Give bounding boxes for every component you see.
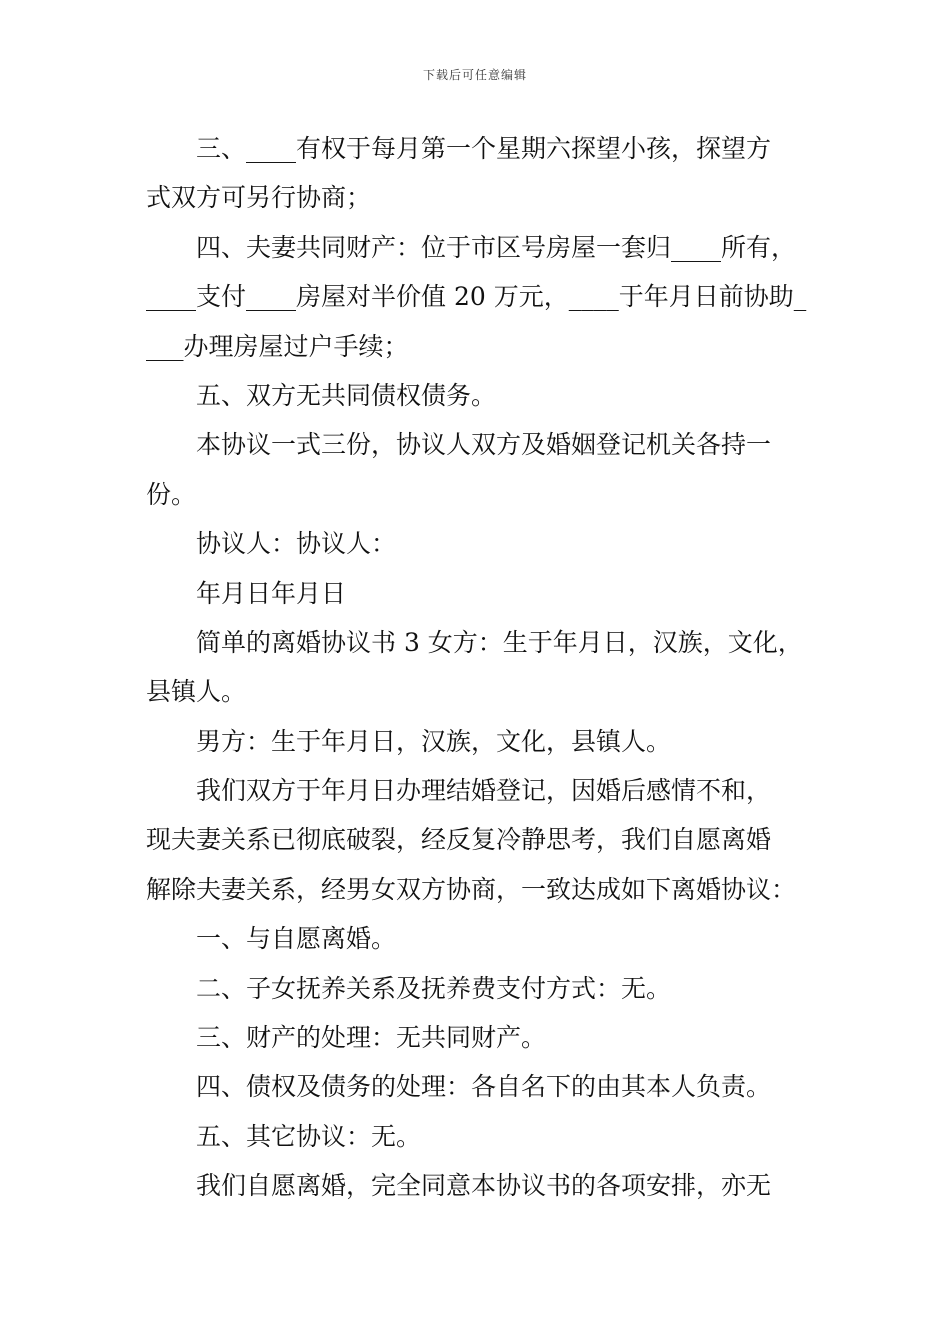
paragraph-line: 我们双方于年月日办理结婚登记，因婚后感情不和， — [196, 776, 772, 806]
date-line: 年月日年月日 — [196, 578, 347, 608]
paragraph-line: 四、债权及债务的处理：各自名下的由其本人负责。 — [196, 1072, 772, 1102]
paragraph-line: 式双方可另行协商； — [146, 183, 372, 213]
paragraph-line: 本协议一式三份，协议人双方及婚姻登记机关各持一 — [196, 430, 772, 460]
paragraph-line: ___办理房屋过户手续； — [146, 331, 409, 361]
paragraph-line: 简单的离婚协议书 3 女方：生于年月日，汉族，文化， — [196, 627, 803, 657]
signature-line: 协议人：协议人： — [196, 529, 397, 559]
paragraph-line: 五、双方无共同债权债务。 — [196, 380, 497, 410]
paragraph-line: 一、与自愿离婚。 — [196, 924, 397, 954]
paragraph-line: 男方：生于年月日，汉族，文化，县镇人。 — [196, 726, 672, 756]
paragraph-line: 县镇人。 — [146, 677, 247, 707]
paragraph-line: 五、其它协议：无。 — [196, 1121, 422, 1151]
page-header: 下载后可任意编辑 — [422, 68, 527, 82]
paragraph-line: 三、财产的处理：无共同财产。 — [196, 1023, 547, 1053]
paragraph-line: 二、子女抚养关系及抚养费支付方式：无。 — [196, 973, 672, 1003]
paragraph-line: 解除夫妻关系，经男女双方协商，一致达成如下离婚协议： — [146, 874, 797, 904]
paragraph-line: 三、____有权于每月第一个星期六探望小孩，探望方 — [196, 134, 772, 163]
paragraph-line: ____支付____房屋对半价值 20 万元，____于年月日前协助_ — [146, 282, 807, 312]
paragraph-line: 现夫妻关系已彻底破裂，经反复冷静思考，我们自愿离婚 — [146, 825, 772, 855]
paragraph-line: 我们自愿离婚，完全同意本协议书的各项安排，亦无 — [196, 1171, 772, 1201]
paragraph-line: 四、夫妻共同财产：位于市区号房屋一套归____所有， — [196, 232, 797, 262]
document-body — [146, 124, 826, 1211]
paragraph-line: 份。 — [146, 479, 197, 509]
